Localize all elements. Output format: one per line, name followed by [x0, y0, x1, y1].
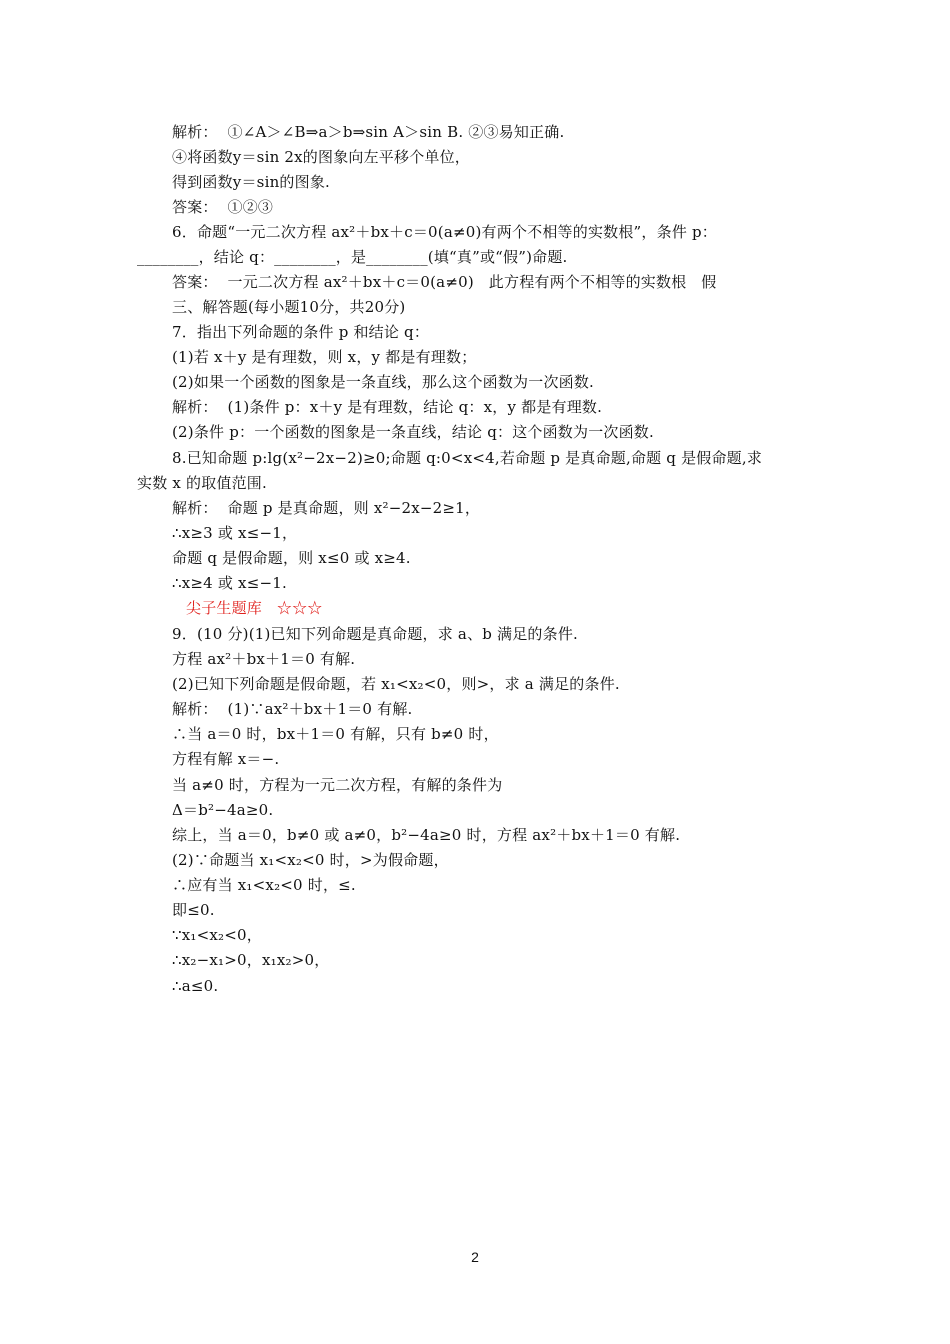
text-line: (2)如果一个函数的图象是一条直线，那么这个函数为一次函数.: [172, 373, 595, 391]
text-line: ∴x≥3 或 x≤−1，: [172, 524, 298, 542]
text-line: 解析： ①∠A＞∠B⇒a＞b⇒sin A＞sin B. ②③易知正确.: [172, 123, 565, 141]
text-line: 答案： 一元二次方程 ax²＋bx＋c＝0(a≠0) 此方程有两个不相等的实数根 假: [172, 273, 717, 291]
text-line: 得到函数y＝sin的图象.: [172, 173, 330, 191]
text-line: ∴应有当 x₁<x₂<0 时，≤.: [172, 876, 356, 894]
text-line: 即≤0.: [172, 901, 215, 919]
text-line: 6．命题“一元二次方程 ax²＋bx＋c＝0(a≠0)有两个不相等的实数根”，条件 p：: [172, 223, 718, 241]
text-line: (2)已知下列命题是假命题，若 x₁<x₂<0，则>，求 a 满足的条件.: [172, 675, 620, 693]
section-heading: 三、解答题(每小题10分，共20分): [172, 298, 406, 316]
text-line: 答案： ①②③: [172, 198, 274, 216]
text-line: ∴x≥4 或 x≤−1.: [172, 574, 287, 592]
text-line: 命题 q 是假命题，则 x≤0 或 x≥4.: [172, 549, 411, 567]
text-line: ________，结论 q：________，是________(填“真”或“假”)命题.: [137, 248, 568, 266]
text-line: 8.已知命题 p:lg(x²−2x−2)≥0;命题 q:0<x<4,若命题 p 是真命题,命题 q 是假命题,求: [172, 449, 763, 467]
text-line: 当 a≠0 时，方程为一元二次方程，有解的条件为: [172, 776, 503, 794]
text-line: 方程有解 x＝−.: [172, 750, 280, 768]
page-number: 2: [471, 1249, 479, 1265]
text-line: (2)条件 p：一个函数的图象是一条直线，结论 q：这个函数为一次函数.: [172, 423, 654, 441]
text-line: ④将函数y＝sin 2x的图象向左平移个单位，: [172, 148, 471, 166]
section-heading-red: 尖子生题库 ☆☆☆: [186, 599, 323, 617]
text-line: ∴a≤0.: [172, 977, 219, 995]
text-line: 7．指出下列命题的条件 p 和结论 q：: [172, 323, 430, 341]
text-line: 解析： (1)条件 p：x＋y 是有理数，结论 q：x，y 都是有理数.: [172, 398, 603, 416]
text-line: 解析： (1)∵ax²＋bx＋1＝0 有解.: [172, 700, 413, 718]
text-line: ∴x₂−x₁>0，x₁x₂>0，: [172, 951, 330, 969]
text-line: ∴当 a＝0 时，bx＋1＝0 有解，只有 b≠0 时，: [172, 725, 499, 743]
text-line: 9．(10 分)(1)已知下列命题是真命题，求 a、b 满足的条件.: [172, 625, 579, 643]
text-line: ∵x₁<x₂<0，: [172, 926, 262, 944]
text-line: (1)若 x＋y 是有理数，则 x，y 都是有理数；: [172, 348, 477, 366]
text-line: 实数 x 的取值范围.: [137, 474, 267, 492]
text-line: 方程 ax²＋bx＋1＝0 有解.: [172, 650, 356, 668]
text-line: 综上，当 a＝0，b≠0 或 a≠0，b²−4a≥0 时，方程 ax²＋bx＋1＝0 有解.: [172, 826, 681, 844]
text-line: (2)∵命题当 x₁<x₂<0 时，>为假命题，: [172, 851, 449, 869]
text-line: 解析： 命题 p 是真命题，则 x²−2x−2≥1，: [172, 499, 481, 517]
text-line: Δ＝b²−4a≥0.: [172, 801, 274, 819]
